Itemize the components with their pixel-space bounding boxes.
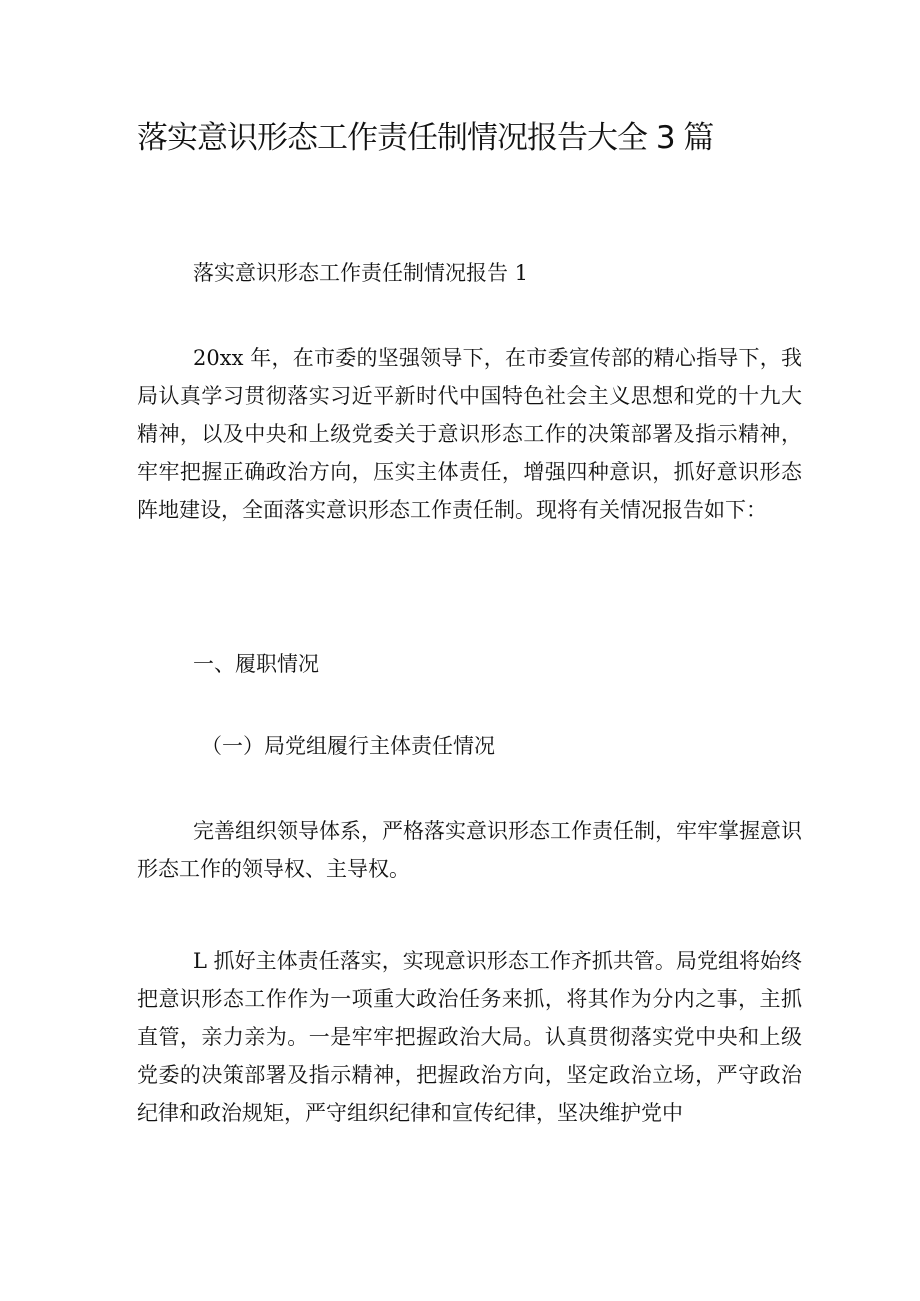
document-title: 落实意识形态工作责任制情况报告大全 3 篇 (137, 120, 714, 156)
subsection-heading: （一）局党组履行主体责任情况 (201, 734, 495, 758)
section-heading: 一、履职情况 (193, 652, 319, 676)
intro-paragraph: 20xx 年，在市委的坚强领导下，在市委宣传部的精心指导下，我局认真学习贯彻落实习近平新时代中国特色社会主义思想和党的十九大精神，以及中央和上级党委关于意识形态工作的决策部署及指示精神，牢牢把握正确政治方向，压实主体责任，增强四种意识，抓好意识形态阵地建设，全面落实意识形态工作责任制。现将有关情况报告如下： (137, 346, 802, 522)
item-paragraph: L 抓好主体责任落实，实现意识形态工作齐抓共管。局党组将始终把意识形态工作作为一项重大政治任务来抓，将其作为分内之事，主抓直管，亲力亲为。一是牢牢把握政治大局。认真贯彻落实党中央和上级党委的决策部署及指示精神，把握政治方向，坚定政治立场，严守政治纪律和政治规矩，严守组织纪律和宣传纪律，坚决维护党中 (137, 949, 802, 1125)
subsection-paragraph: 完善组织领导体系，严格落实意识形态工作责任制，牢牢掌握意识形态工作的领导权、主导权。 (137, 819, 802, 881)
report-heading: 落实意识形态工作责任制情况报告 1 (193, 261, 529, 285)
